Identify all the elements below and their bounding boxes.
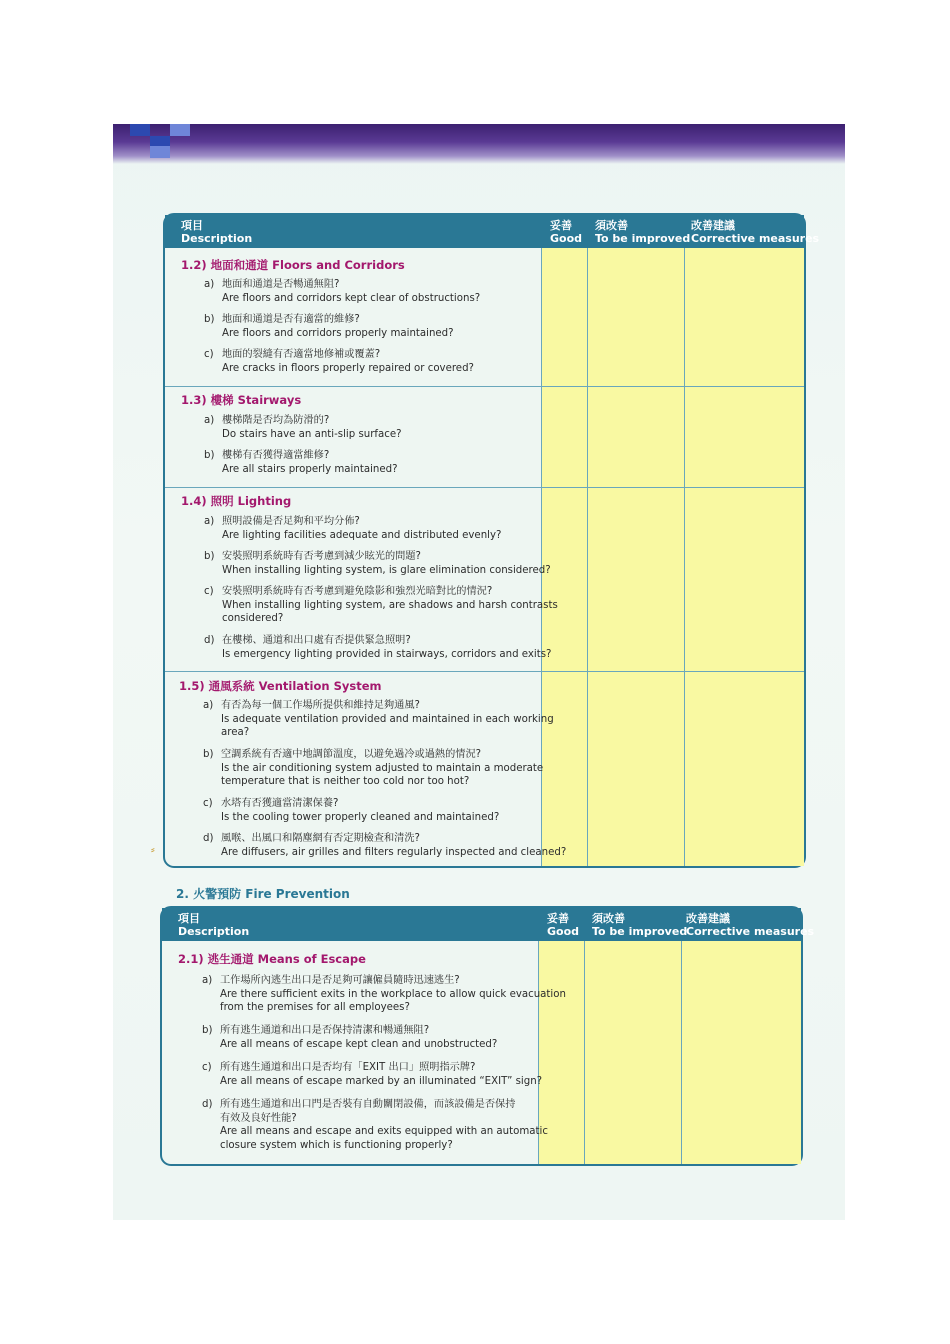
row-divider (165, 386, 804, 387)
decorative-square (130, 124, 150, 136)
section-title: 1.4) 照明 Lighting (181, 494, 292, 508)
table-header (165, 215, 820, 248)
decorative-square (150, 146, 170, 158)
section-title: 1.3) 樓梯 Stairways (181, 393, 302, 407)
section-title: 2.1) 逃生通道 Means of Escape (178, 952, 366, 966)
header-to-be-improved: 須改善 To be improved (592, 912, 688, 938)
row-divider (165, 671, 804, 672)
column-divider (587, 248, 588, 866)
column-corrective-measures (685, 248, 804, 866)
section-title: 1.5) 通風系統 Ventilation System (179, 679, 382, 693)
column-to-be-improved (588, 248, 684, 866)
decorative-mark: ⸗ (151, 843, 155, 856)
row-divider (165, 487, 804, 488)
decorative-header-band (113, 124, 845, 164)
checklist-table-2: 項目 Description 妥善 Good 須改善 To be improved 改善建議 Corrective measures 2.1) 逃生通道 Means of Escape a) 工作場所內逃生出口是否足夠可讓僱員隨時迅速逃生? Are there sufficient exits in the workplace to allow quick evacuation from the premises for all employees? b) 所有逃生通道和出口是否保持清潔和暢通無阻? Are all means of escape kept clean and unobstructed? c) 所有逃生通道和出口是否均有「EXIT 出口」照明指示牌? Are all means of escape marked by an illuminated “EXIT” sign? d) 所有逃生通道和出口門是否裝有自動關閉設備，而該設備是否保持 有效及良好性能? Are all means and escape and exits equipped with an automatic closure system which is functioning properly? (160, 906, 803, 1166)
decorative-square (170, 124, 190, 136)
column-divider (584, 941, 585, 1164)
header-good: 妥善 Good (550, 219, 583, 245)
header-description: 項目 Description (181, 219, 253, 245)
checklist-table-1: 項目 Description 妥善 Good 須改善 To be improved 改善建議 Corrective measures 1.2) 地面和通道 Floors and Corridors a) 地面和通道是否暢通無阻? Are floors and corridors kept clear of obstructions? b) 地面和通道是否有適當的維修? Are floors and corridors properly maintained? c) 地面的裂縫有否適當地修補或覆蓋? Are cracks in floors properly repaired or covered? 1.3) 樓梯 Stairways a) 樓梯階是否均為防滑的? Do stairs have an anti-slip surface? b) 樓梯有否獲得適當維修? Are all stairs properly maintained? 1.4) 照明 Lighting a) 照明設備是否足夠和平均分佈? Are lighting facilities adequate and distributed evenly? b) 安裝照明系統時有否考慮到減少眩光的問題? When installing lighting system, is glare elimination considered? c) 安裝照明系統時有否考慮到避免陰影和強烈光暗對比的情況? When installing lighting system, are shadows and harsh contrasts considered? d) 在樓梯、通道和出口處有否提供緊急照明? Is emergency lighting provided in stairways, corridors and exits? 1.5) 通風系統 Ventilation System a) 有否為每一個工作場所提供和維持足夠通風? Is adequate ventilation provided and maintained in each working area? b) 空調系統有否適中地調節溫度，以避免過冷或過熱的情況? Is the air conditioning system adjusted to maintain a moderate temperature that is neither too cold nor too hot? c) 水塔有否獲適當清潔保養? Is the cooling tower properly cleaned and maintained? d) 風喉、出風口和隔塵網有否定期檢查和清洗? Are diffusers, air grilles and filters regularly inspected and cleaned? (163, 213, 806, 868)
column-divider (684, 248, 685, 866)
column-to-be-improved (585, 941, 681, 1164)
decorative-square (150, 136, 170, 146)
section-heading-fire-prevention: 2. 火警預防 Fire Prevention (176, 887, 350, 901)
column-divider (681, 941, 682, 1164)
table-header (162, 908, 815, 941)
header-description: 項目 Description (178, 912, 250, 938)
section-title: 1.2) 地面和通道 Floors and Corridors (181, 258, 405, 272)
column-corrective-measures (682, 941, 801, 1164)
header-corrective-measures: 改善建議 Corrective measures (686, 912, 815, 938)
header-to-be-improved: 須改善 To be improved (595, 219, 691, 245)
header-corrective-measures: 改善建議 Corrective measures (691, 219, 820, 245)
header-good: 妥善 Good (547, 912, 580, 938)
